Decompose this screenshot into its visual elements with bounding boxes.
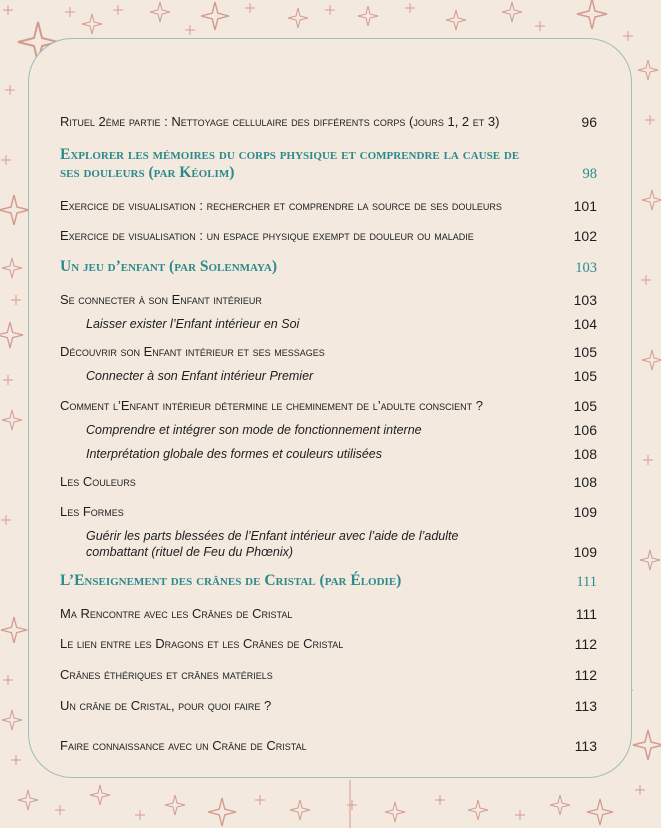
toc-page-number: 105: [573, 344, 597, 360]
toc-label: Laisser exister l’Enfant intérieur en Soi: [86, 317, 300, 331]
toc-label: Explorer les mémoires du corps physique et comprendre la cause de ses douleurs (par Kéolim): [60, 146, 520, 181]
toc-page-number: 109: [573, 504, 597, 520]
toc-label: Comment l’Enfant intérieur détermine le cheminement de l’adulte conscient ?: [60, 398, 483, 413]
toc-page-number: 105: [573, 368, 597, 384]
toc-label: Les Formes: [60, 504, 124, 519]
toc-page-number: 112: [574, 636, 597, 652]
toc-label: L’Enseignement des crânes de Cristal (par Élodie): [60, 572, 402, 589]
toc-subentry: [60, 316, 597, 332]
toc-label: Les Couleurs: [60, 474, 136, 489]
toc-page-number: 113: [574, 698, 597, 714]
toc-entry: [60, 198, 597, 214]
toc-page-number: 96: [581, 114, 597, 130]
toc-page-number: 111: [576, 574, 597, 590]
toc-label: Connecter à son Enfant intérieur Premier: [86, 369, 314, 383]
toc-label: Exercice de visualisation : un espace physique exempt de douleur ou maladie: [60, 228, 474, 243]
toc-label: Un crâne de Cristal, pour quoi faire ?: [60, 698, 272, 713]
toc-section: [60, 258, 597, 276]
toc-subentry: [60, 422, 597, 438]
toc-page-number: 98: [582, 166, 597, 182]
toc-entry: [60, 636, 597, 652]
toc-label: Exercice de visualisation : rechercher et comprendre la source de ses douleurs: [60, 198, 502, 213]
toc-page-number: 103: [575, 260, 597, 276]
toc-label: Crânes éthériques et crânes matériels: [60, 667, 273, 682]
toc-page-number: 105: [573, 398, 597, 414]
toc-page-number: 112: [574, 667, 597, 683]
toc-page-number: 106: [573, 422, 597, 438]
toc-entry: [60, 738, 597, 754]
toc-subentry: [60, 446, 597, 462]
toc-subentry: [60, 368, 597, 384]
toc-label: Découvrir son Enfant intérieur et ses messages: [60, 344, 325, 359]
toc-label: Comprendre et intégrer son mode de fonctionnement interne: [86, 423, 422, 437]
toc-label: Interprétation globale des formes et couleurs utilisées: [86, 447, 382, 461]
toc-entry: [60, 504, 597, 520]
toc-entry: [60, 667, 597, 683]
toc-page-number: 108: [573, 474, 597, 490]
toc-section: [60, 572, 597, 590]
toc-subentry: [60, 528, 597, 560]
toc-entry: [60, 606, 597, 622]
toc-page-number: 113: [574, 738, 597, 754]
toc-label: Guérir les parts blessées de l’Enfant intérieur avec l’aide de l’adulte combattant (rituel de Feu du Phœnix): [86, 529, 459, 559]
toc-page-number: 102: [573, 228, 597, 244]
toc-label: Se connecter à son Enfant intérieur: [60, 292, 262, 307]
toc-entry: [60, 114, 597, 130]
toc-page-number: 108: [573, 446, 597, 462]
toc-entry: [60, 398, 597, 414]
toc-page-number: 101: [573, 198, 597, 214]
toc-page-number: 104: [573, 316, 597, 332]
toc-label: Ma Rencontre avec les Crânes de Cristal: [60, 606, 293, 621]
toc-entry: [60, 344, 597, 360]
toc-entry: [60, 698, 597, 714]
toc-entry: [60, 228, 597, 244]
toc-page-number: 111: [575, 606, 597, 622]
toc-label: Faire connaissance avec un Crâne de Cristal: [60, 738, 307, 753]
toc-page-number: 109: [573, 544, 597, 560]
toc-label: Rituel 2ème partie : Nettoyage cellulaire des différents corps (jours 1, 2 et 3): [60, 114, 500, 129]
toc-entry: [60, 292, 597, 308]
toc-label: Un jeu d’enfant (par Solenmaya): [60, 258, 278, 275]
toc-label: Le lien entre les Dragons et les Crânes de Cristal: [60, 636, 344, 651]
toc-section: [60, 146, 597, 182]
toc-entry: [60, 474, 597, 490]
toc-page-number: 103: [573, 292, 597, 308]
